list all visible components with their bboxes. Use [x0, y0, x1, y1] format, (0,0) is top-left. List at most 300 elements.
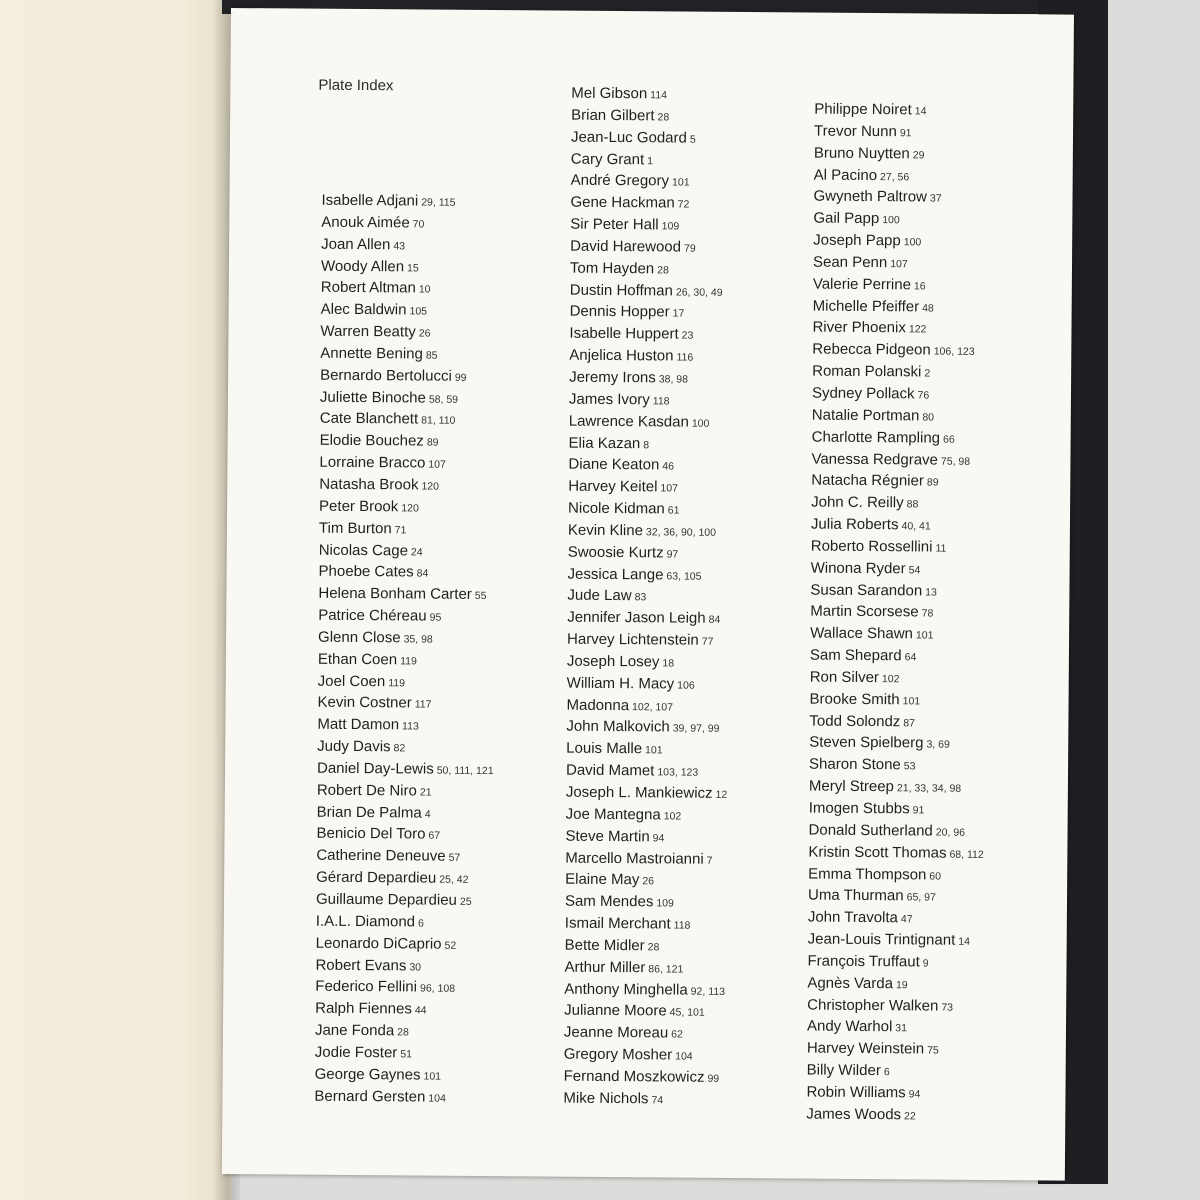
- index-entry: [569, 388, 731, 411]
- entry-pages: 53: [903, 760, 916, 773]
- entry-pages: 4: [424, 808, 431, 821]
- index-entry: [568, 476, 730, 499]
- entry-pages: 101: [902, 695, 921, 708]
- entry-name: Steven Spielberg: [809, 734, 924, 752]
- entry-pages: 75: [927, 1044, 939, 1057]
- entry-pages: 61: [667, 504, 680, 517]
- entry-pages: 109: [661, 220, 680, 233]
- entry-name: Mel Gibson: [571, 84, 648, 103]
- entry-name: Lawrence Kasdan: [568, 412, 689, 431]
- index-entry: [569, 410, 731, 433]
- index-entry: [813, 273, 989, 296]
- entry-name: Jessica Lange: [567, 565, 664, 583]
- entry-name: Robert Evans: [315, 956, 407, 974]
- entry-name: Patrice Chéreau: [318, 606, 427, 625]
- entry-pages: 5: [689, 133, 696, 146]
- entry-name: Winona Ryder: [810, 559, 906, 578]
- entry-name: Jeremy Irons: [569, 368, 656, 387]
- entry-name: Swoosie Kurtz: [567, 543, 664, 562]
- entry-pages: 27, 56: [880, 170, 910, 183]
- index-entry: [811, 492, 987, 515]
- index-entry: [318, 627, 495, 650]
- entry-pages: 76: [917, 389, 930, 402]
- entry-pages: 103, 123: [657, 766, 699, 779]
- entry-name: Elia Kazan: [568, 434, 641, 452]
- entry-name: Bernardo Bertolucci: [320, 366, 452, 385]
- index-entry: [812, 361, 988, 384]
- index-entry: [570, 279, 732, 302]
- entry-pages: 7: [706, 854, 713, 867]
- index-entry: [567, 629, 729, 652]
- left-page: [0, 0, 232, 1200]
- entry-pages: 101: [915, 629, 934, 642]
- entry-name: Emma Thompson: [808, 865, 927, 884]
- entry-name: Bernard Gersten: [314, 1087, 426, 1106]
- entry-pages: 101: [645, 744, 663, 757]
- entry-name: Sam Shepard: [809, 646, 902, 665]
- index-entry: [807, 1016, 983, 1039]
- index-entry: [808, 885, 984, 908]
- index-entry: [568, 520, 730, 543]
- entry-name: Elodie Bouchez: [319, 431, 424, 450]
- entry-name: Meryl Streep: [808, 777, 895, 796]
- entry-pages: 6: [417, 917, 424, 930]
- entry-name: Vanessa Redgrave: [811, 450, 939, 469]
- entry-name: Kevin Costner: [317, 694, 412, 712]
- entry-name: Elaine May: [565, 871, 640, 889]
- entry-name: Billy Wilder: [806, 1061, 881, 1080]
- entry-pages: 48: [922, 302, 934, 315]
- entry-pages: 29: [912, 149, 925, 162]
- index-entry: [570, 236, 732, 259]
- entry-name: Phoebe Cates: [318, 563, 414, 581]
- index-entry: [811, 514, 987, 537]
- entry-name: Dustin Hoffman: [569, 281, 673, 300]
- entry-pages: 55: [474, 590, 487, 603]
- index-entry: [567, 651, 729, 674]
- index-entry: [571, 170, 733, 193]
- index-entry: [315, 954, 492, 977]
- entry-name: Christopher Walken: [807, 996, 939, 1015]
- entry-name: James Woods: [806, 1105, 902, 1124]
- entry-name: Donald Sutherland: [808, 821, 933, 840]
- entry-pages: 58, 59: [428, 393, 459, 406]
- entry-name: Gérard Depardieu: [316, 868, 437, 887]
- index-entry: [809, 798, 985, 821]
- entry-name: Robert Altman: [320, 279, 416, 297]
- index-entry: [565, 869, 727, 892]
- entry-name: Jane Fonda: [314, 1021, 395, 1040]
- index-entry: [810, 688, 986, 711]
- index-entry: [571, 105, 733, 128]
- index-entry: [564, 1044, 726, 1067]
- entry-name: Susan Sarandon: [810, 581, 923, 600]
- entry-pages: 64: [904, 651, 917, 664]
- entry-name: Joe Mantegna: [565, 805, 661, 824]
- entry-pages: 81, 110: [421, 414, 456, 428]
- entry-name: François Truffaut: [807, 952, 920, 971]
- index-entry: [317, 758, 494, 781]
- entry-pages: 86, 121: [648, 963, 684, 976]
- entry-name: Guillaume Depardieu: [315, 890, 457, 909]
- index-entry: [807, 972, 983, 995]
- index-entry: [809, 754, 985, 777]
- entry-name: Rebecca Pidgeon: [812, 340, 931, 359]
- entry-pages: 94: [652, 832, 665, 845]
- entry-name: Todd Solondz: [809, 712, 901, 730]
- index-entry: [564, 1066, 726, 1089]
- index-entry: [814, 120, 990, 143]
- entry-pages: 60: [929, 870, 942, 883]
- entry-pages: 100: [691, 417, 710, 430]
- index-entry: [808, 929, 984, 952]
- entry-name: Anjelica Huston: [569, 346, 674, 365]
- entry-name: John C. Reilly: [811, 493, 904, 512]
- entry-pages: 17: [672, 307, 685, 321]
- entry-name: Arthur Miller: [564, 958, 646, 977]
- index-entry: [316, 845, 493, 868]
- entry-pages: 84: [708, 614, 721, 627]
- index-page: [222, 8, 1074, 1181]
- entry-name: Roman Polanski: [812, 362, 922, 381]
- index-entry: [317, 714, 494, 737]
- index-entry: [570, 192, 732, 215]
- entry-pages: 14: [958, 935, 971, 948]
- entry-name: Jennifer Jason Leigh: [567, 608, 706, 627]
- index-entry: [321, 277, 498, 300]
- index-entry: [315, 1020, 492, 1043]
- entry-pages: 77: [701, 635, 714, 648]
- entry-name: Robert De Niro: [316, 781, 417, 800]
- entry-name: Lorraine Bracco: [319, 453, 426, 472]
- index-entry: [316, 911, 493, 934]
- entry-name: Annette Bening: [320, 344, 423, 363]
- entry-name: Nicolas Cage: [318, 541, 409, 559]
- entry-pages: 84: [416, 567, 429, 580]
- index-entry: [321, 190, 498, 213]
- index-entry: [319, 452, 496, 475]
- entry-name: Peter Brook: [319, 497, 399, 516]
- entry-pages: 79: [683, 242, 696, 255]
- entry-name: David Harewood: [570, 237, 682, 256]
- entry-pages: 117: [414, 698, 432, 712]
- entry-pages: 45, 101: [669, 1006, 705, 1020]
- index-entry: [571, 126, 733, 149]
- entry-name: Al Pacino: [813, 166, 878, 184]
- entry-name: Steve Martin: [565, 827, 650, 846]
- entry-name: River Phoenix: [812, 319, 906, 337]
- index-entry: [320, 386, 497, 409]
- entry-pages: 50, 111, 121: [436, 764, 494, 778]
- entry-name: John Malkovich: [566, 718, 670, 736]
- index-entry: [810, 579, 986, 602]
- index-entry: [566, 716, 728, 739]
- entry-pages: 37: [929, 192, 942, 205]
- entry-pages: 21: [419, 786, 432, 799]
- entry-pages: 91: [912, 804, 925, 817]
- entry-pages: 47: [900, 913, 913, 926]
- index-entry: [567, 672, 729, 695]
- entry-name: Gwyneth Paltrow: [813, 187, 927, 206]
- index-entry: [814, 142, 990, 165]
- entry-name: Glenn Close: [317, 628, 401, 647]
- entry-pages: 32, 36, 90, 100: [645, 526, 717, 539]
- index-entry: [568, 498, 730, 521]
- entry-name: Jodie Foster: [314, 1043, 398, 1062]
- index-entry: [814, 164, 990, 187]
- entry-pages: 9: [922, 957, 929, 970]
- entry-pages: 78: [921, 607, 934, 620]
- entry-name: Martin Scorsese: [810, 602, 919, 621]
- index-entry: [809, 776, 985, 799]
- entry-pages: 83: [634, 591, 647, 604]
- index-entry: [813, 251, 989, 274]
- index-entry: [565, 825, 727, 848]
- entry-pages: 63, 105: [666, 570, 702, 583]
- index-entry: [318, 561, 495, 584]
- index-entry: [810, 667, 986, 690]
- index-entry: [811, 470, 987, 493]
- entry-pages: 38, 98: [658, 373, 689, 386]
- entry-name: Sharon Stone: [809, 755, 901, 774]
- index-entry: [812, 317, 988, 340]
- entry-pages: 100: [882, 214, 900, 227]
- entry-pages: 80: [922, 411, 935, 424]
- entry-name: Tom Hayden: [569, 259, 655, 278]
- index-entry: [811, 535, 987, 558]
- index-entry: [317, 736, 494, 759]
- entry-pages: 102, 107: [632, 700, 674, 714]
- entry-name: Diane Keaton: [568, 456, 660, 474]
- index-entry: [318, 605, 495, 628]
- entry-name: Sam Mendes: [564, 892, 654, 911]
- entry-pages: 100: [903, 236, 922, 249]
- index-entry: [810, 601, 986, 624]
- entry-pages: 85: [425, 349, 438, 362]
- entry-name: Natalie Portman: [811, 406, 920, 425]
- entry-name: Brooke Smith: [809, 690, 900, 709]
- index-entry: [320, 364, 497, 387]
- entry-name: I.A.L. Diamond: [315, 912, 416, 931]
- index-entry: [565, 847, 727, 870]
- index-entry: [807, 994, 983, 1017]
- entry-pages: 1: [647, 154, 654, 167]
- index-entry: [812, 339, 988, 362]
- entry-pages: 11: [935, 542, 947, 555]
- entry-name: Leonardo DiCaprio: [315, 934, 442, 953]
- entry-pages: 122: [908, 323, 927, 336]
- index-entry: [569, 345, 731, 368]
- index-entry: [316, 867, 493, 890]
- entry-name: Philippe Noiret: [814, 100, 912, 119]
- index-entry: [319, 517, 496, 540]
- index-entry: [809, 710, 985, 733]
- entry-pages: 99: [707, 1072, 720, 1085]
- index-entry: [809, 732, 985, 755]
- entry-name: Ethan Coen: [317, 650, 398, 669]
- index-entry: [316, 932, 493, 955]
- entry-pages: 119: [388, 676, 406, 689]
- index-entry: [321, 233, 498, 256]
- entry-name: André Gregory: [570, 172, 670, 190]
- entry-name: Valerie Perrine: [812, 275, 912, 294]
- entry-pages: 44: [414, 1004, 427, 1017]
- index-entry: [315, 998, 492, 1021]
- index-entry: [315, 1042, 492, 1065]
- entry-pages: 25, 42: [439, 873, 469, 887]
- index-entry: [813, 186, 989, 209]
- entry-pages: 107: [890, 258, 908, 271]
- index-entry: [812, 383, 988, 406]
- index-entry: [321, 255, 498, 278]
- entry-name: Joseph Papp: [813, 231, 901, 250]
- index-entry: [319, 539, 496, 562]
- entry-name: Sean Penn: [812, 253, 888, 272]
- entry-name: Dennis Hopper: [569, 303, 670, 321]
- entry-name: Agnès Varda: [807, 974, 894, 992]
- entry-name: Andy Warhol: [806, 1017, 893, 1036]
- entry-name: Benicio Del Toro: [316, 825, 426, 844]
- entry-pages: 6: [883, 1066, 890, 1079]
- index-entry: [571, 148, 733, 171]
- entry-pages: 102: [663, 810, 682, 823]
- entry-pages: 28: [397, 1026, 409, 1039]
- entry-pages: 87: [903, 716, 916, 730]
- index-entry: [567, 563, 729, 586]
- index-entry: [807, 1060, 983, 1083]
- entry-name: Joan Allen: [321, 235, 391, 253]
- entry-name: Matt Damon: [317, 715, 400, 734]
- entry-name: James Ivory: [568, 390, 650, 409]
- index-entry: [569, 323, 731, 346]
- index-entry: [812, 426, 988, 449]
- index-entry: [569, 432, 731, 455]
- entry-name: Helena Bonham Carter: [318, 584, 472, 604]
- index-entry: [564, 1000, 726, 1023]
- entry-pages: 82: [393, 742, 406, 755]
- entry-pages: 106, 123: [933, 345, 975, 359]
- entry-pages: 96, 108: [419, 982, 456, 996]
- entry-name: Joseph Losey: [566, 652, 660, 671]
- entry-pages: 97: [666, 548, 679, 561]
- entry-pages: 107: [660, 482, 679, 495]
- entry-pages: 102: [881, 673, 900, 686]
- entry-name: Robin Williams: [806, 1083, 906, 1102]
- index-entry: [807, 1038, 983, 1061]
- index-entry: [318, 648, 495, 671]
- index-entry: [565, 891, 727, 914]
- index-entry: [807, 950, 983, 973]
- index-entry: [810, 645, 986, 668]
- entry-pages: 120: [421, 480, 440, 493]
- entry-pages: 28: [657, 111, 670, 124]
- entry-name: Brian De Palma: [316, 803, 422, 822]
- entry-name: Brian Gilbert: [571, 106, 655, 125]
- entry-name: Kevin Kline: [567, 521, 644, 540]
- entry-pages: 14: [914, 105, 927, 118]
- entry-pages: 119: [400, 655, 417, 668]
- entry-pages: 75, 98: [940, 455, 971, 468]
- entry-pages: 19: [895, 979, 908, 992]
- entry-pages: 8: [643, 438, 650, 451]
- index-entry: [808, 819, 984, 842]
- entry-name: Joel Coen: [317, 672, 386, 690]
- index-entry: [813, 230, 989, 253]
- entry-pages: 70: [412, 218, 425, 231]
- entry-pages: 109: [656, 897, 674, 910]
- entry-pages: 26: [418, 327, 431, 340]
- entry-pages: 26: [642, 875, 655, 888]
- index-entry: [806, 1103, 982, 1126]
- index-entry: [316, 889, 493, 912]
- entry-name: Ron Silver: [809, 668, 880, 687]
- entry-pages: 101: [671, 176, 690, 189]
- entry-pages: 43: [393, 239, 406, 253]
- entry-pages: 23: [681, 329, 694, 342]
- index-entry: [571, 83, 733, 106]
- entry-pages: 28: [647, 941, 660, 954]
- index-entry: [320, 343, 497, 366]
- entry-name: Fernand Moszkowicz: [563, 1067, 705, 1086]
- entry-name: Daniel Day-Lewis: [316, 759, 434, 778]
- entry-name: John Travolta: [807, 908, 899, 927]
- entry-pages: 29, 115: [421, 196, 456, 209]
- index-entry: [320, 430, 497, 453]
- entry-name: Jean-Luc Godard: [570, 128, 687, 147]
- entry-name: Jude Law: [567, 587, 632, 605]
- entry-name: Ralph Fiennes: [315, 999, 412, 1018]
- entry-pages: 116: [676, 351, 694, 364]
- index-column-3: [806, 99, 989, 1127]
- index-entry: [813, 295, 989, 318]
- index-entry: [565, 935, 727, 958]
- entry-pages: 2: [924, 367, 931, 380]
- index-entry: [566, 738, 728, 761]
- entry-pages: 113: [402, 720, 419, 733]
- index-entry: [564, 956, 726, 979]
- index-entry: [564, 978, 726, 1001]
- entry-pages: 12: [715, 788, 728, 801]
- entry-name: Catherine Deneuve: [316, 847, 446, 866]
- entry-name: Isabelle Huppert: [569, 324, 679, 343]
- entry-pages: 65, 97: [906, 891, 936, 904]
- index-entry: [563, 1087, 725, 1110]
- entry-name: Charlotte Rampling: [811, 428, 941, 447]
- entry-pages: 21, 33, 34, 98: [896, 782, 962, 795]
- index-entry: [315, 976, 492, 999]
- index-entry: [566, 803, 728, 826]
- entry-pages: 30: [409, 960, 422, 974]
- entry-pages: 31: [895, 1022, 908, 1035]
- entry-pages: 72: [677, 198, 690, 211]
- index-entry: [811, 448, 987, 471]
- entry-pages: 120: [401, 502, 419, 515]
- entry-name: Anouk Aimée: [321, 213, 410, 232]
- entry-name: Sir Peter Hall: [570, 215, 659, 234]
- index-entry: [812, 404, 988, 427]
- index-entry: [566, 782, 728, 805]
- index-entry: [808, 841, 984, 864]
- entry-pages: 91: [899, 127, 912, 140]
- entry-pages: 101: [423, 1070, 442, 1083]
- entry-name: Harvey Weinstein: [806, 1039, 925, 1058]
- entry-name: Natacha Régnier: [811, 471, 924, 490]
- entry-name: Madonna: [566, 696, 630, 714]
- entry-name: Alec Baldwin: [320, 300, 407, 319]
- index-entry: [567, 585, 729, 608]
- entry-pages: 88: [906, 498, 919, 511]
- index-entry: [810, 623, 986, 646]
